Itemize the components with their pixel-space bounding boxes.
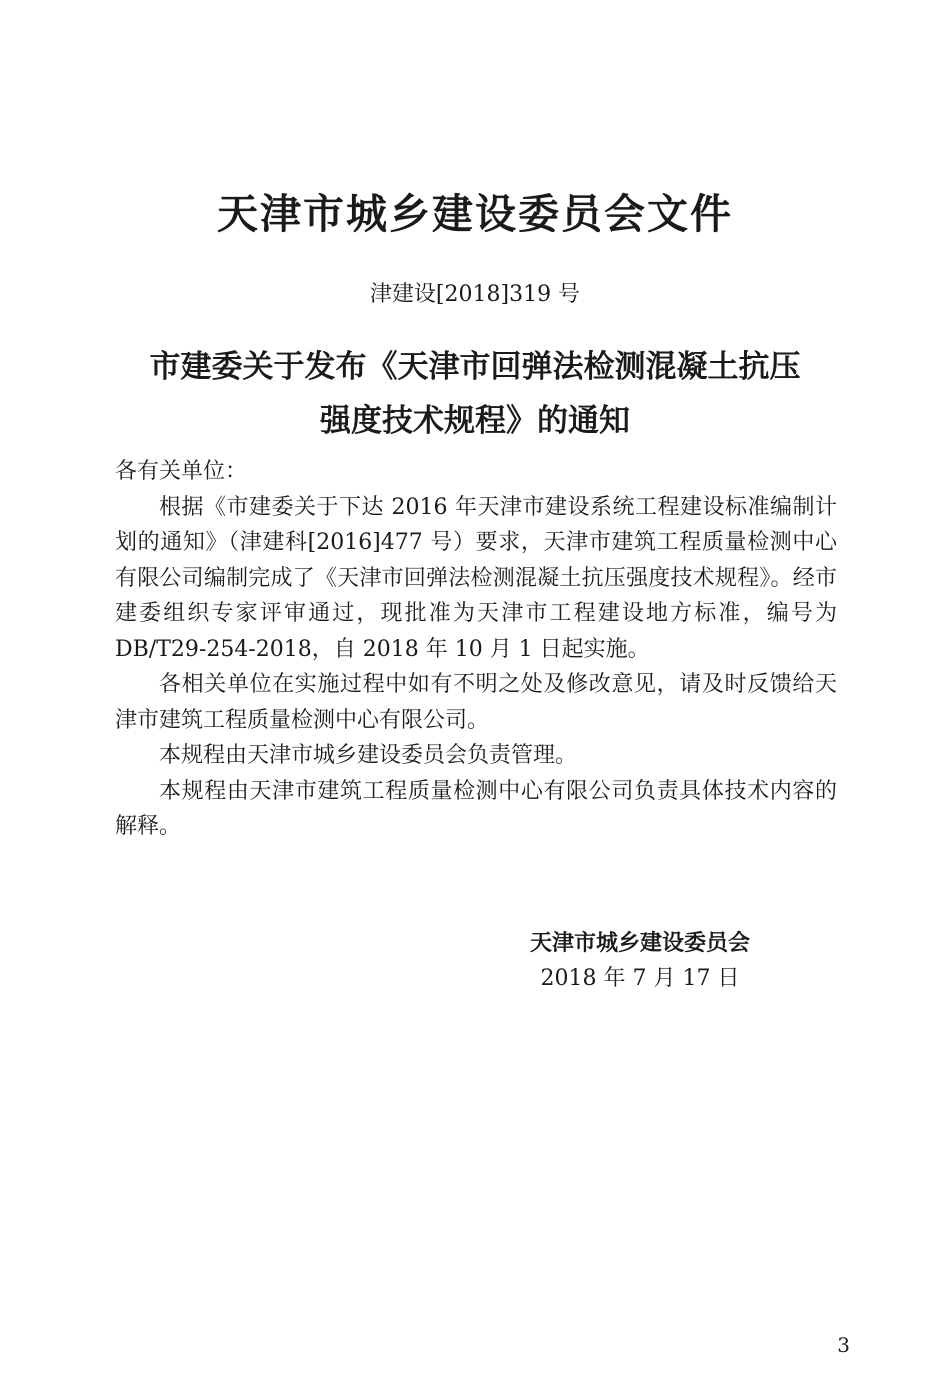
notice-title-line-1: 市建委关于发布《天津市回弹法检测混凝土抗压 [149, 349, 801, 385]
paragraph-feedback: 各相关单位在实施过程中如有不明之处及修改意见，请及时反馈给天津市建筑工程质量检测中心有限公司。 [115, 672, 837, 733]
notice-body [115, 454, 837, 845]
notice-title-line-2: 强度技术规程》的通知 [320, 403, 630, 439]
page-number: 3 [837, 1333, 850, 1357]
signature-block [460, 925, 820, 997]
salutation: 各有关单位： [115, 459, 248, 484]
paragraph-basis: 根据《市建委关于下达 2016 年天津市建设系统工程建设标准编制计划的通知》（津建科[2016]477 号）要求，天津市建筑工程质量检测中心有限公司编制完成了《天津市回弹法检测混凝土抗压强度技术规程》。经市建委组织专家评审通过，现批准为天津市工程建设地方标准，编号为 DB/T29-254-2018，自 2018 年 10 月 1 日起实施。 [115, 494, 837, 662]
notice-title [100, 340, 850, 448]
document-number: 津建设[2018]319 号 [369, 282, 581, 307]
signature-organization: 天津市城乡建设委员会 [529, 930, 750, 956]
signature-date: 2018 年 7 月 17 日 [540, 966, 740, 991]
paragraph-management: 本规程由天津市城乡建设委员会负责管理。 [159, 743, 578, 768]
paragraph-interpretation: 本规程由天津市建筑工程质量检测中心有限公司负责具体技术内容的解释。 [115, 778, 837, 839]
document-header-title: 天津市城乡建设委员会文件 [217, 190, 733, 238]
